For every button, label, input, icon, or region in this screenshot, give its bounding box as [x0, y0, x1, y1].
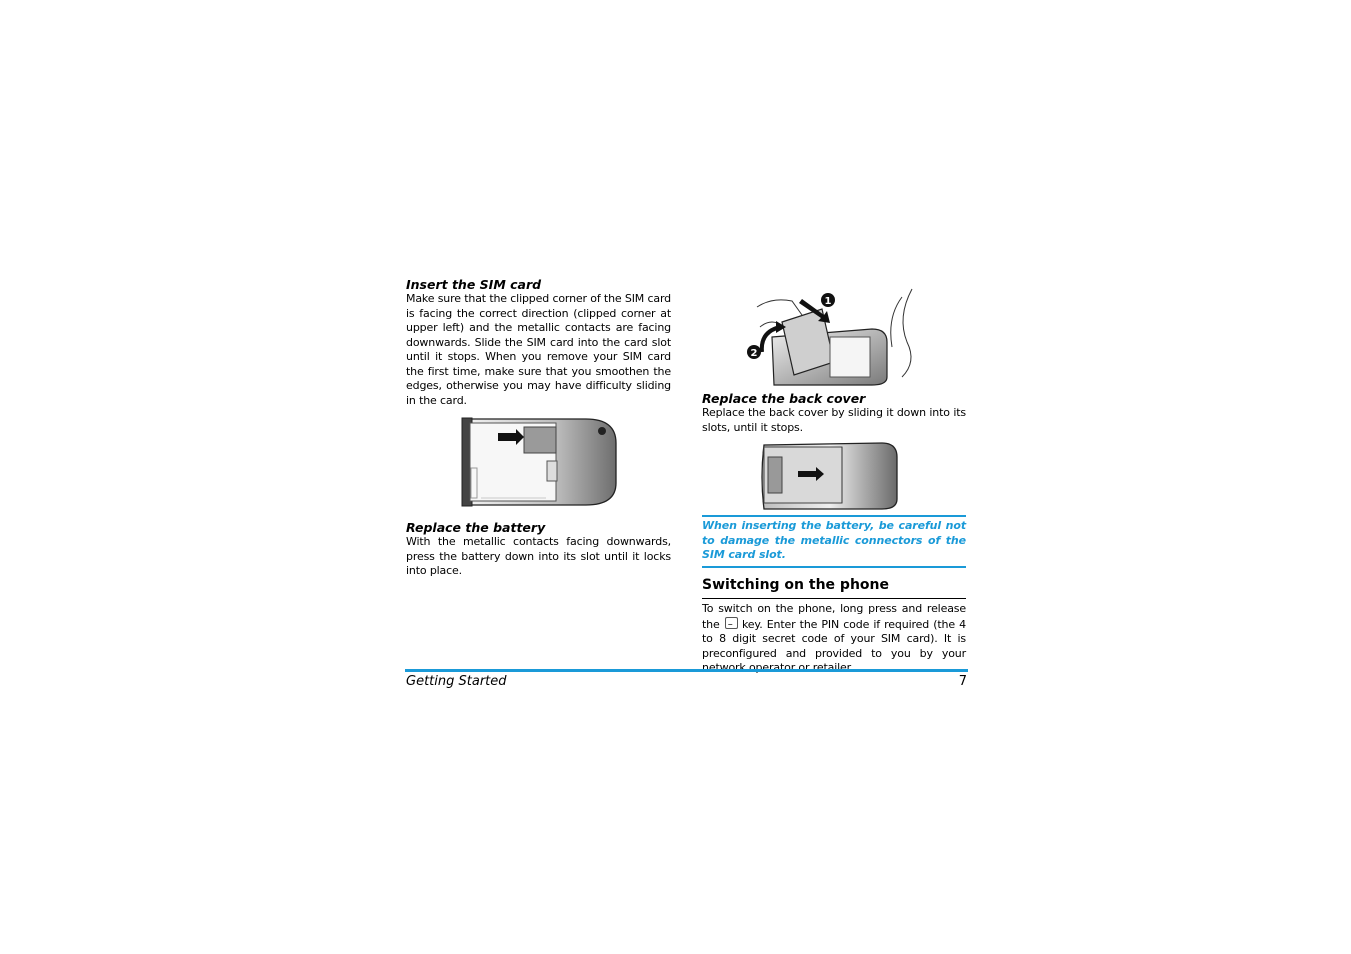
- cover-instructions: Replace the back cover by sliding it down into its slots, until it stops.: [702, 406, 966, 434]
- left-column: [406, 277, 671, 579]
- page-number: 7: [958, 674, 967, 689]
- battery-instructions: With the metallic contacts facing downwards, press the battery down into its slot until it locks into place.: [406, 535, 671, 577]
- switching-title: Switching on the phone: [702, 576, 966, 599]
- right-column: [702, 287, 966, 513]
- battery-heading: Replace the battery: [406, 520, 546, 535]
- figure-marker-1: 1: [824, 296, 832, 307]
- sim-insert-illustration: [406, 413, 671, 513]
- battery-warning-note: [702, 515, 966, 568]
- switching-on-section: [702, 576, 966, 676]
- footer-divider: [405, 669, 968, 672]
- sim-instructions: Make sure that the clipped corner of the SIM card is facing the correct direction (clipped corner at upper left) and the metallic contacts are facing downwards. Slide the SIM card into the card slot until it stops. When you remove your SIM card the first time, make sure that you smoothen the edges, otherwise you may have difficulty sliding in the card.: [406, 292, 671, 407]
- sim-heading: Insert the SIM card: [406, 277, 542, 292]
- footer-section-title: Getting Started: [406, 674, 507, 689]
- back-cover-slide-illustration: [702, 437, 966, 513]
- figure-marker-2: 2: [750, 348, 758, 359]
- end-call-key-icon: [725, 617, 738, 629]
- note-text: When inserting the battery, be careful not to damage the metallic connectors of the SIM card slot.: [702, 519, 966, 561]
- cover-heading: Replace the back cover: [702, 391, 866, 406]
- back-cover-removal-illustration: [702, 287, 966, 389]
- switching-text-end: key. Enter the PIN code if required (the 4 to 8 digit secret code of your SIM card). It is preconfigured and provided to you by your network operator or retailer.: [702, 617, 966, 674]
- switching-instructions: [702, 602, 966, 676]
- switching-text-start: To switch on the phone, long press and release the: [702, 602, 966, 631]
